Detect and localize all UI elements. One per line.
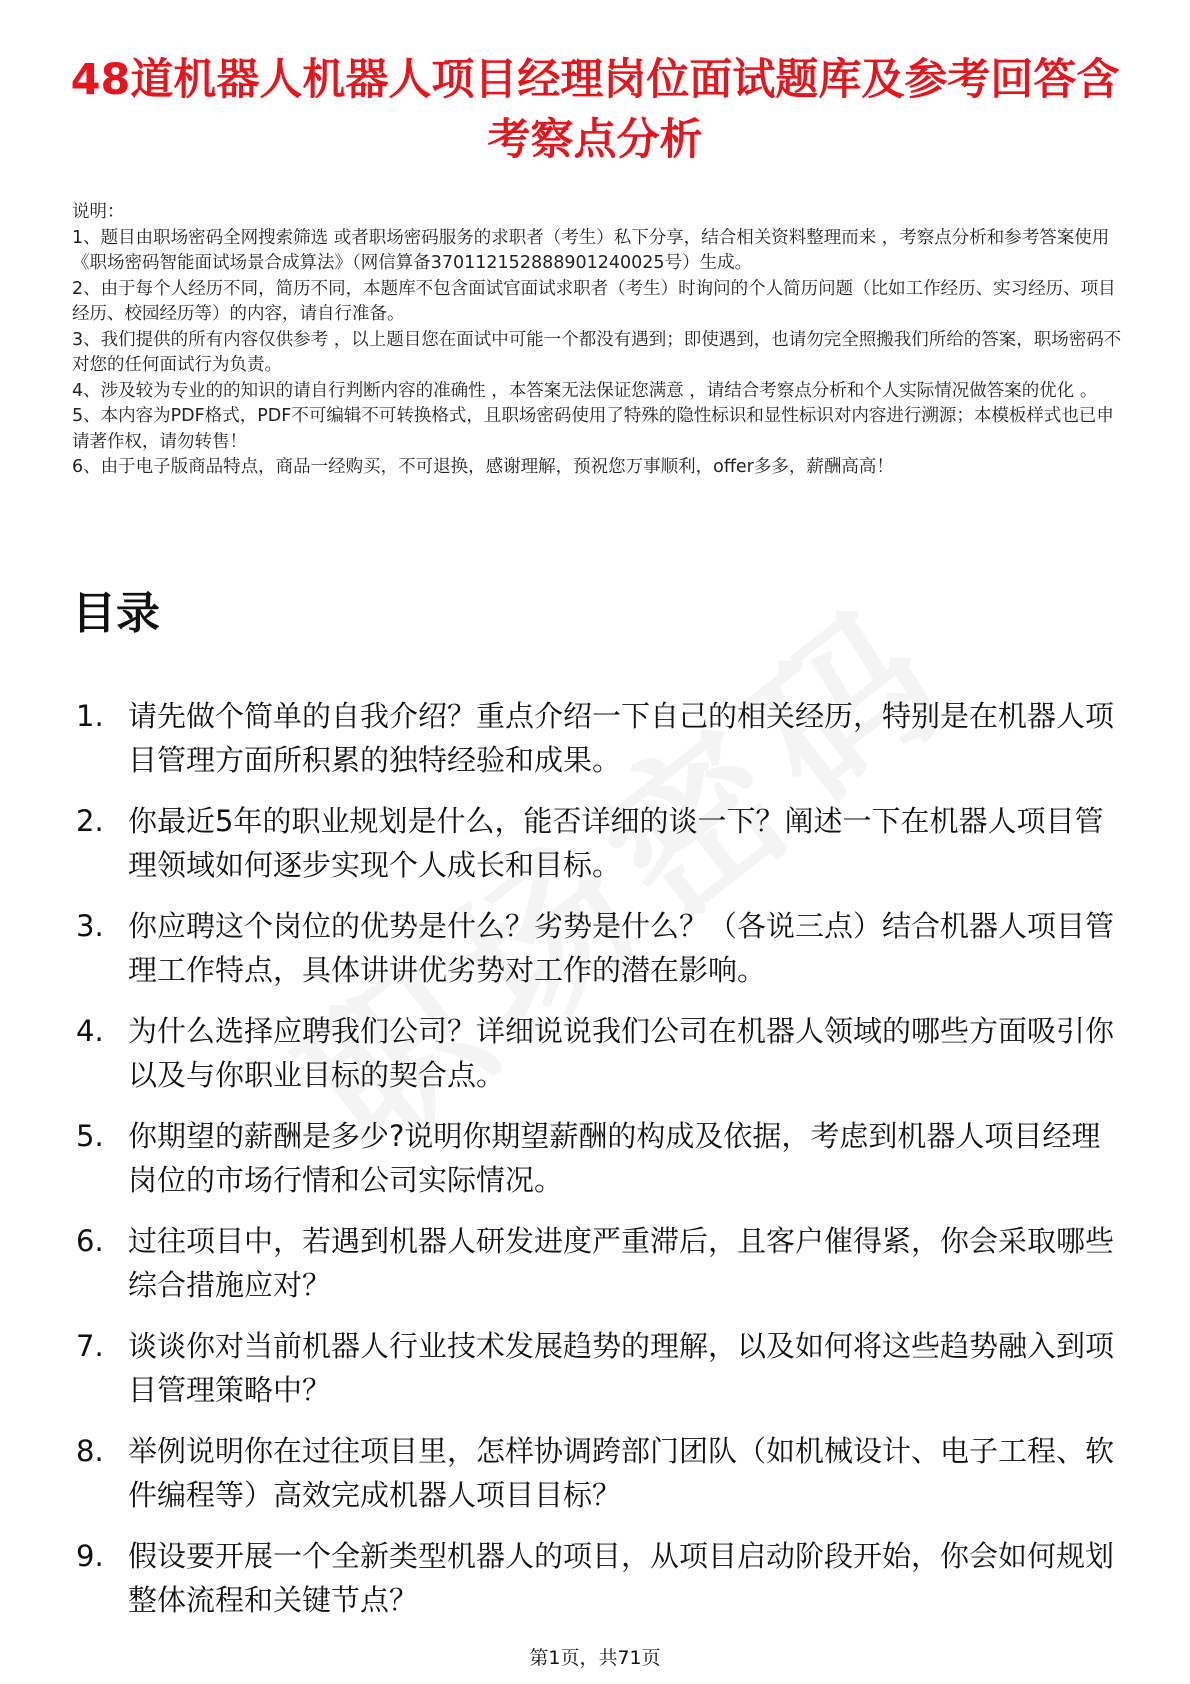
toc-item[interactable] (72, 904, 1127, 992)
toc-item-text: 举例说明你在过往项目里，怎样协调跨部门团队（如机械设计、电子工程、软件编程等）高效完成机器人项目目标？ (128, 1434, 1115, 1512)
toc-item[interactable] (72, 1009, 1127, 1097)
page-footer: 第1页，共71页 (529, 1647, 661, 1669)
note-item: 1、题目由职场密码全网搜索筛选 或者职场密码服务的求职者（考生）私下分享，结合相关资料整理而来 ，考察点分析和参考答案使用《职场密码智能面试场景合成算法》（网信算备370112152888901240025号）生成。 (72, 227, 1110, 273)
toc-item[interactable] (72, 1114, 1127, 1202)
toc-item-number: 2. (76, 804, 104, 838)
toc-item[interactable] (72, 694, 1127, 782)
toc-item-number: 7. (76, 1329, 104, 1363)
toc-item-text: 你应聘这个岗位的优势是什么？劣势是什么？（各说三点）结合机器人项目管理工作特点，具体讲讲优劣势对工作的潜在影响。 (128, 909, 1115, 987)
toc-item-text: 你期望的薪酬是多少?说明你期望薪酬的构成及依据，考虑到机器人项目经理岗位的市场行情和公司实际情况。 (128, 1119, 1101, 1197)
toc-heading: 目录 (72, 588, 160, 639)
toc-item[interactable] (72, 1429, 1127, 1517)
toc-item-number: 1. (76, 699, 104, 733)
toc-item-number: 4. (76, 1014, 104, 1048)
toc-list (72, 694, 1127, 1639)
toc-item[interactable] (72, 799, 1127, 887)
toc-item[interactable] (72, 1534, 1127, 1622)
notes-heading: 说明： (72, 202, 125, 222)
toc-item-number: 3. (76, 909, 104, 943)
toc-item-text: 过往项目中，若遇到机器人研发进度严重滞后，且客户催得紧，你会采取哪些综合措施应对？ (128, 1224, 1115, 1302)
note-item: 2、由于每个人经历不同，简历不同，本题库不包含面试官面试求职者（考生）时询问的个人简历问题（比如工作经历、实习经历、项目经历、校园经历等）的内容，请自行准备。 (72, 278, 1116, 324)
note-item: 4、涉及较为专业的的知识的请自行判断内容的准确性 ，本答案无法保证您满意 ，请结合考察点分析和个人实际情况做答案的优化 。 (72, 380, 1098, 401)
toc-item[interactable] (72, 1324, 1127, 1412)
toc-item-number: 8. (76, 1434, 104, 1468)
note-item: 3、我们提供的所有内容仅供参考 ，以上题目您在面试中可能一个都没有遇到；即使遇到，也请勿完全照搬我们所给的答案，职场密码不对您的任何面试行为负责。 (72, 329, 1122, 375)
note-item: 6、由于电子版商品特点，商品一经购买，不可退换，感谢理解，预祝您万事顺利，offer多多，薪酬高高！ (72, 457, 894, 477)
toc-item-text: 假设要开展一个全新类型机器人的项目，从项目启动阶段开始，你会如何规划整体流程和关键节点？ (128, 1539, 1115, 1617)
toc-item-text: 请先做个简单的自我介绍？重点介绍一下自己的相关经历，特别是在机器人项目管理方面所积累的独特经验和成果。 (128, 699, 1115, 777)
notes-section (72, 200, 1124, 481)
document-title: 48道机器人机器人项目经理岗位面试题库及参考回答含考察点分析 (70, 55, 1120, 165)
toc-item-text: 谈谈你对当前机器人行业技术发展趋势的理解，以及如何将这些趋势融入到项目管理策略中？ (128, 1329, 1115, 1407)
toc-item-number: 5. (76, 1119, 104, 1153)
toc-item-number: 6. (76, 1224, 104, 1258)
toc-item-text: 你最近5年的职业规划是什么，能否详细的谈一下？阐述一下在机器人项目管理领域如何逐步实现个人成长和目标。 (128, 804, 1104, 882)
toc-item-number: 9. (76, 1539, 104, 1573)
toc-item[interactable] (72, 1219, 1127, 1307)
toc-item-text: 为什么选择应聘我们公司？详细说说我们公司在机器人领域的哪些方面吸引你以及与你职业目标的契合点。 (128, 1014, 1115, 1092)
note-item: 5、本内容为PDF格式，PDF不可编辑不可转换格式，且职场密码使用了特殊的隐性标识和显性标识对内容进行溯源；本模板样式也已申请著作权，请勿转售！ (72, 406, 1114, 452)
